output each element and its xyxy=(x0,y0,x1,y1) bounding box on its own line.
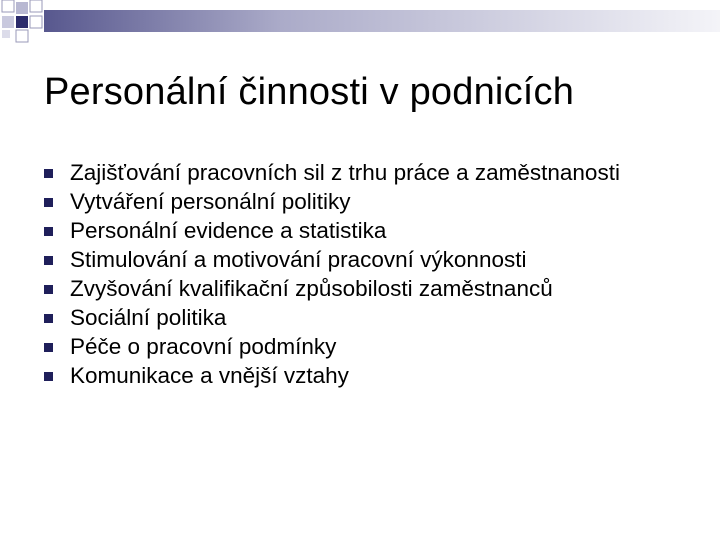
square-bullet-icon xyxy=(44,227,53,236)
square-bullet-icon xyxy=(44,314,53,323)
bullet-text: Vytváření personální politiky xyxy=(70,189,351,214)
bullet-text: Komunikace a vnější vztahy xyxy=(70,363,349,388)
square-bullet-icon xyxy=(44,372,53,381)
bullet-text: Zvyšování kvalifikační způsobilosti zaměstnanců xyxy=(70,276,553,301)
bullet-item xyxy=(44,216,684,245)
square-bullet-icon xyxy=(44,198,53,207)
square-bullet-icon xyxy=(44,343,53,352)
square-bullet-icon xyxy=(44,285,53,294)
bullet-item xyxy=(44,187,684,216)
slide-title: Personální činnosti v podnicích xyxy=(44,71,575,113)
bullet-item xyxy=(44,274,684,303)
bullet-item xyxy=(44,361,684,390)
bullet-item xyxy=(44,303,684,332)
bullet-text: Zajišťování pracovních sil z trhu práce a zaměstnanosti xyxy=(70,160,620,185)
bullet-text: Sociální politika xyxy=(70,305,227,330)
square-bullet-icon xyxy=(44,256,53,265)
bullet-text: Personální evidence a statistika xyxy=(70,218,387,243)
bullet-text: Stimulování a motivování pracovní výkonnosti xyxy=(70,247,527,272)
bullet-item xyxy=(44,245,684,274)
square-bullet-icon xyxy=(44,169,53,178)
bullet-item xyxy=(44,158,684,187)
header-decoration xyxy=(0,0,720,44)
bullet-item xyxy=(44,332,684,361)
bullet-list xyxy=(44,158,684,390)
bullet-text: Péče o pracovní podmínky xyxy=(70,334,337,359)
